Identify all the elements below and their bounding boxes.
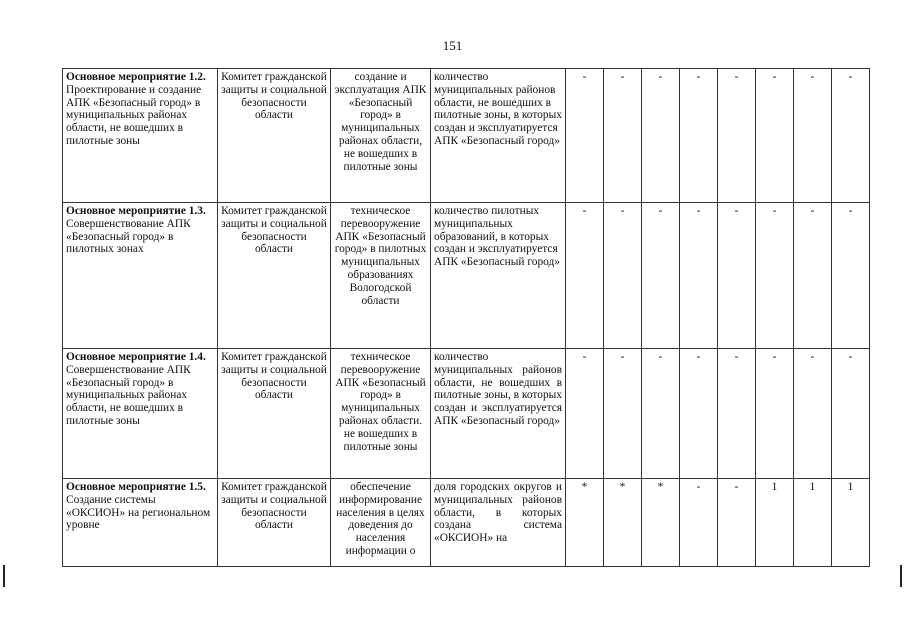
result-cell: техническое перевооружение АПК «Безопасный город» в пилотных муниципальных образованиях Вологодской области	[331, 203, 431, 349]
indicator-cell: количество муниципальных районов области, не вошедших в пилотные зоны, в которых создан и эксплуатируется АПК «Безопасный город»	[431, 349, 566, 479]
value-cell: -	[832, 349, 870, 479]
indicator-cell: доля городских округов и муниципальных районов области, в которых создана система «ОКСИОН» на	[431, 479, 566, 567]
value-cell: -	[832, 69, 870, 203]
table-row	[63, 349, 870, 479]
event-title: Основное мероприятие 1.2.	[66, 71, 206, 83]
value-cell: -	[604, 69, 642, 203]
value-cell: -	[642, 69, 680, 203]
value-cell: 1	[756, 479, 794, 567]
value-cell: -	[794, 203, 832, 349]
value-cell: -	[756, 203, 794, 349]
value-cell: -	[718, 203, 756, 349]
value-cell: -	[718, 349, 756, 479]
margin-mark-right	[900, 565, 902, 587]
table-row	[63, 203, 870, 349]
result-cell: обеспечение информирование населения в целях доведения до населения информации о	[331, 479, 431, 567]
indicator-cell: количество муниципальных районов области, не вошедших в пилотные зоны, в которых создан и эксплуатируется АПК «Безопасный город»	[431, 69, 566, 203]
value-cell: -	[680, 349, 718, 479]
value-cell: -	[566, 69, 604, 203]
event-text: Совершенствование АПК «Безопасный город» в муниципальных районах области, не вошедших в пилотные зоны	[66, 363, 191, 427]
value-cell: -	[642, 203, 680, 349]
value-cell: -	[832, 203, 870, 349]
value-cell: *	[566, 479, 604, 567]
plan-table	[62, 68, 870, 567]
value-cell: *	[604, 479, 642, 567]
value-cell: -	[794, 349, 832, 479]
table-row	[63, 479, 870, 567]
margin-mark-left	[3, 565, 5, 587]
event-cell	[63, 69, 218, 203]
value-cell: -	[680, 479, 718, 567]
event-title: Основное мероприятие 1.4.	[66, 351, 206, 363]
event-text: Создание системы «ОКСИОН» на региональном уровне	[66, 493, 211, 532]
indicator-cell: количество пилотных муниципальных образований, в которых создан и эксплуатируется АПК «Безопасный город»	[431, 203, 566, 349]
value-cell: -	[718, 69, 756, 203]
event-cell	[63, 203, 218, 349]
executor-cell: Комитет гражданской защиты и социальной безопасности области	[218, 203, 331, 349]
value-cell: -	[680, 69, 718, 203]
result-cell: техническое перевооружение АПК «Безопасный город» в муниципальных районах области. не вошедших в пилотные зоны	[331, 349, 431, 479]
value-cell: -	[604, 349, 642, 479]
value-cell: -	[642, 349, 680, 479]
event-cell	[63, 479, 218, 567]
executor-cell: Комитет гражданской защиты и социальной безопасности области	[218, 479, 331, 567]
event-text: Совершенствование АПК «Безопасный город» в пилотных зонах	[66, 217, 191, 256]
event-text: Проектирование и создание АПК «Безопасный город» в муниципальных районах области, не вошедших в пилотные зоны	[66, 83, 202, 147]
value-cell: -	[794, 69, 832, 203]
event-cell	[63, 349, 218, 479]
value-cell: -	[566, 349, 604, 479]
value-cell: -	[718, 479, 756, 567]
event-title: Основное мероприятие 1.5.	[66, 481, 206, 493]
page-number: 151	[442, 38, 463, 53]
table-row	[63, 69, 870, 203]
value-cell: -	[680, 203, 718, 349]
value-cell: 1	[794, 479, 832, 567]
value-cell: *	[642, 479, 680, 567]
value-cell: -	[604, 203, 642, 349]
value-cell: 1	[832, 479, 870, 567]
result-cell: создание и эксплуатация АПК «Безопасный город» в муниципальных районах области, не вошедших в пилотные зоны	[331, 69, 431, 203]
event-title: Основное мероприятие 1.3.	[66, 205, 206, 217]
value-cell: -	[756, 69, 794, 203]
value-cell: -	[566, 203, 604, 349]
executor-cell: Комитет гражданской защиты и социальной безопасности области	[218, 69, 331, 203]
value-cell: -	[756, 349, 794, 479]
executor-cell: Комитет гражданской защиты и социальной безопасности области	[218, 349, 331, 479]
